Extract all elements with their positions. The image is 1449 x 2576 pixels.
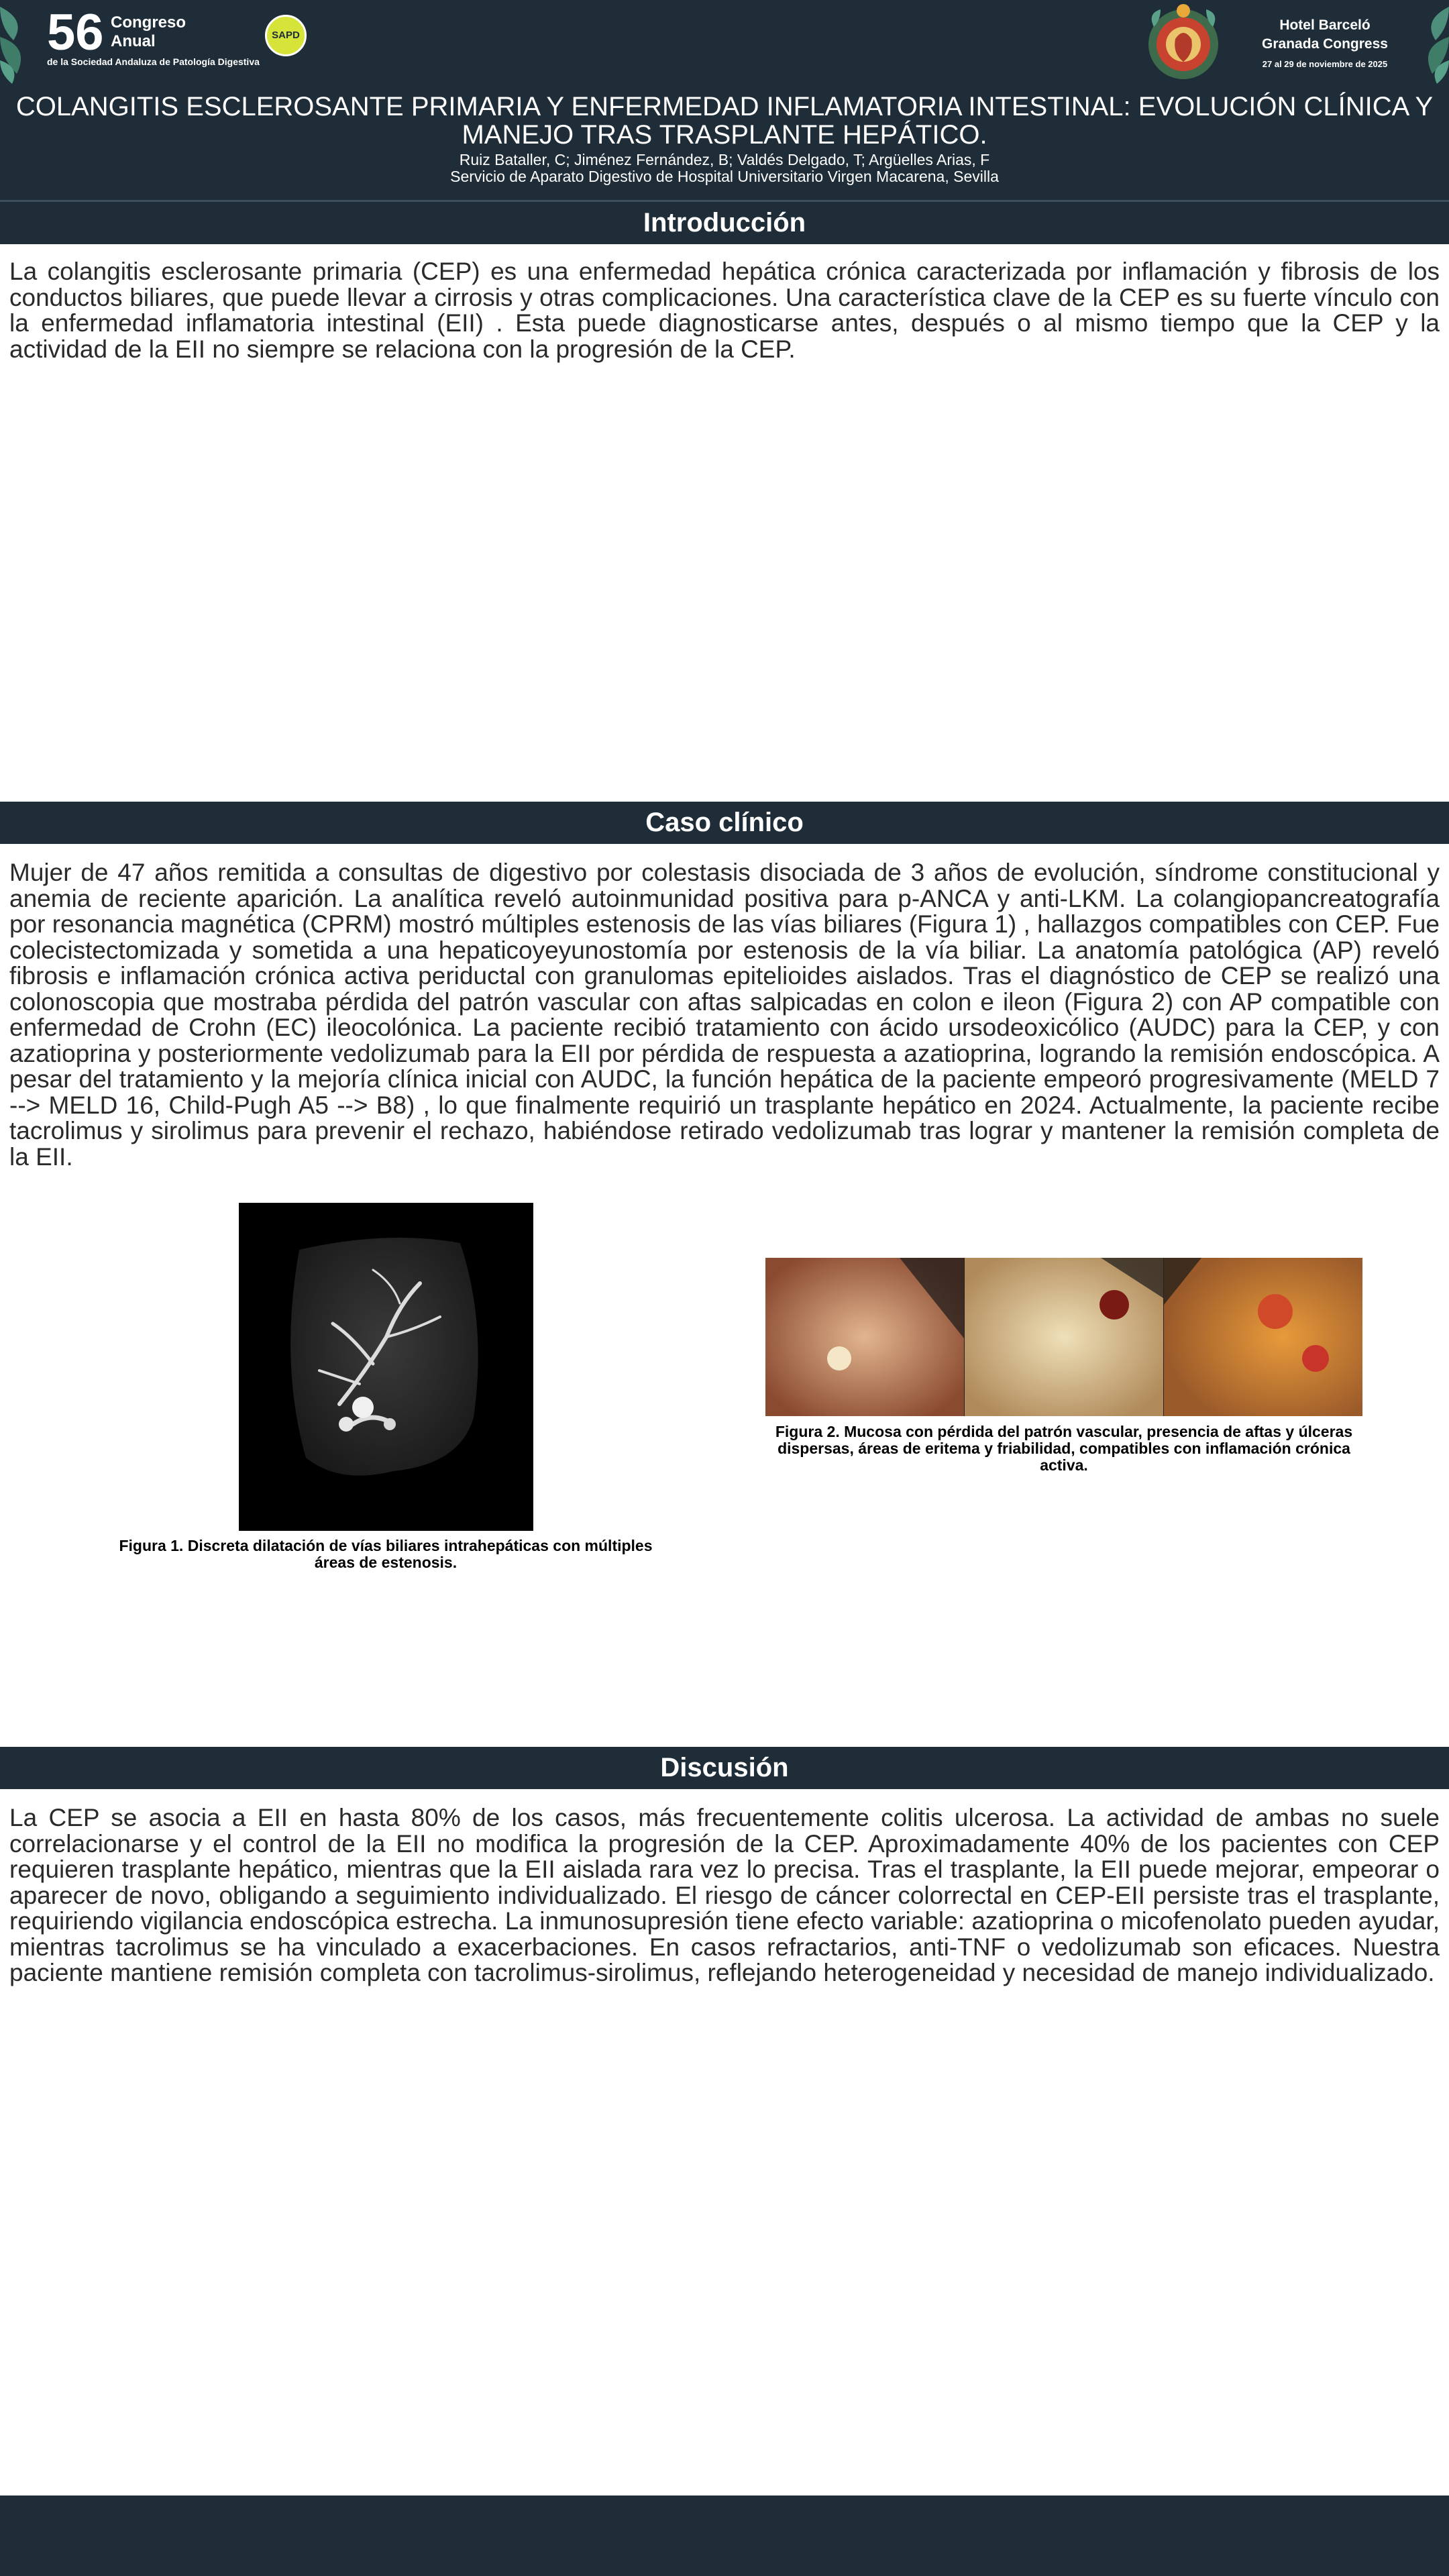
poster-footer (0, 2496, 1449, 2576)
figure-1-caption: Figura 1. Discreta dilatación de vías biliares intrahepáticas con múltiples áreas de estenosis. (119, 1537, 653, 1571)
venue-center: Granada Congress (1262, 36, 1388, 52)
congress-number: 56 (47, 4, 104, 61)
poster-header (0, 0, 1449, 200)
discussion-text: La CEP se asocia a EII en hasta 80% de los casos, más frecuentemente colitis ulcerosa. La actividad de ambas no suele correlacionarse y el control de la EII no modifica la progresión de la CEP. Aproximadamente 40% de los pacientes con CEP requieren trasplante hepático, mientras que la EII aislada rara vez lo precisa. Tras el trasplante, la EII puede mejorar, empeorar o aparecer de novo, obligando a seguimiento individualizado. El riesgo de cáncer colorrectal en CEP-EII persiste tras el trasplante, requiriendo vigilancia endoscópica estrecha. La inmunosupresión tiene efecto variable: azatioprina o micofenolato pueden ayudar, mientras tacrolimus se ha vinculado a exacerbaciones. En casos refractarios, anti-TNF o vedolizumab son eficaces. Nuestra paciente mantiene remisión completa con tacrolimus-sirolimus, reflejando heterogeneidad y necesidad de manejo individualizado. (9, 1804, 1440, 1986)
leaf-decoration-icon (0, 0, 40, 87)
society-name: de la Sociedad Andaluza de Patología Digestiva (47, 56, 260, 67)
leaf-decoration-icon (1409, 0, 1449, 87)
affiliation: Servicio de Aparato Digestivo de Hospital Universitario Virgen Macarena, Sevilla (450, 168, 999, 185)
congress-logo (47, 4, 300, 72)
author-block (13, 152, 1436, 185)
case-text: Mujer de 47 años remitida a consultas de digestivo por colestasis disociada de 3 años de evolución, síndrome constitucional y anemia de reciente aparición. La analítica reveló autoinmunidad positiva para p-ANCA y anti-LKM. La colangiopancreatografía por resonancia magnética (CPRM) mostró múltiples estenosis de las vías biliares (Figura 1) , hallazgos compatibles con CEP. Fue colecistectomizada y sometida a una hepaticoyeyunostomía por estenosis de la vía biliar. La anatomía patológica (AP) reveló fibrosis e inflamación crónica activa periductal con granulomas epitelioides aislados. Tras el diagnóstico de CEP se realizó una colonoscopia que mostraba pérdida del patrón vascular con aftas salpicadas en colon e ileon (Figura 2) con AP compatible con enfermedad de Crohn (EC) ileocolónica. La paciente recibió tratamiento con ácido ursodeoxicólico (AUDC) para la CEP, y con azatioprina y posteriormente vedolizumab para la EII por pérdida de respuesta a azatioprina, logrando la remisión endoscópica. A pesar del tratamiento y la mejoría clínica inicial con AUDC, la función hepática de la paciente empeoró progresivamente (MELD 7 --> MELD 16, Child-Pugh A5 --> B8) , lo que finalmente requirió un trasplante hepático en 2024. Actualmente, la paciente recibe tacrolimus y sirolimus para prevenir el rechazo, habiéndose retirado vedolizumab tras lograr y mantener la remisión completa de la EII. (9, 859, 1440, 1171)
figure-2-caption: Figura 2. Mucosa con pérdida del patrón vascular, presencia de aftas y úlceras dispersas, áreas de eritema y friabilidad, compatibles con inflamación crónica activa. (775, 1423, 1353, 1474)
venue-hotel: Hotel Barceló (1279, 17, 1371, 33)
intro-text: La colangitis esclerosante primaria (CEP) es una enfermedad hepática crónica caracterizada por inflamación y fibrosis de los conductos biliares, que puede llevar a cirrosis y otras complicaciones. Una característica clave de la CEP es su fuerte vínculo con la enfermedad inflamatoria intestinal (EII) . Esta puede diagnosticarse antes, después o al mismo tiempo que la CEP y la actividad de la EII no siempre se relaciona con la progresión de la CEP. (9, 258, 1440, 363)
figure-1-mri-image (239, 1203, 533, 1531)
congress-line1: Congreso (111, 13, 186, 32)
poster-title: COLANGITIS ESCLEROSANTE PRIMARIA Y ENFERMEDAD INFLAMATORIA INTESTINAL: EVOLUCIÓN CLÍNICA Y MANEJO TRAS TRASPLANTE HEPÁTICO. (15, 92, 1434, 150)
granada-emblem-icon (1140, 0, 1226, 83)
discussion-heading: Discusión (0, 1747, 1449, 1789)
case-heading: Caso clínico (0, 802, 1449, 844)
figure-2-endoscopy-images (765, 1258, 1362, 1416)
intro-heading: Introducción (0, 202, 1449, 244)
congress-line2: Anual (111, 32, 156, 50)
venue-info (1241, 16, 1409, 69)
venue-dates: 27 al 29 de noviembre de 2025 (1262, 59, 1388, 69)
authors: Ruiz Bataller, C; Jiménez Fernández, B; Valdés Delgado, T; Argüelles Arias, F (459, 151, 990, 168)
sapd-logo: SAPD (265, 15, 307, 56)
congress-label (111, 13, 186, 51)
